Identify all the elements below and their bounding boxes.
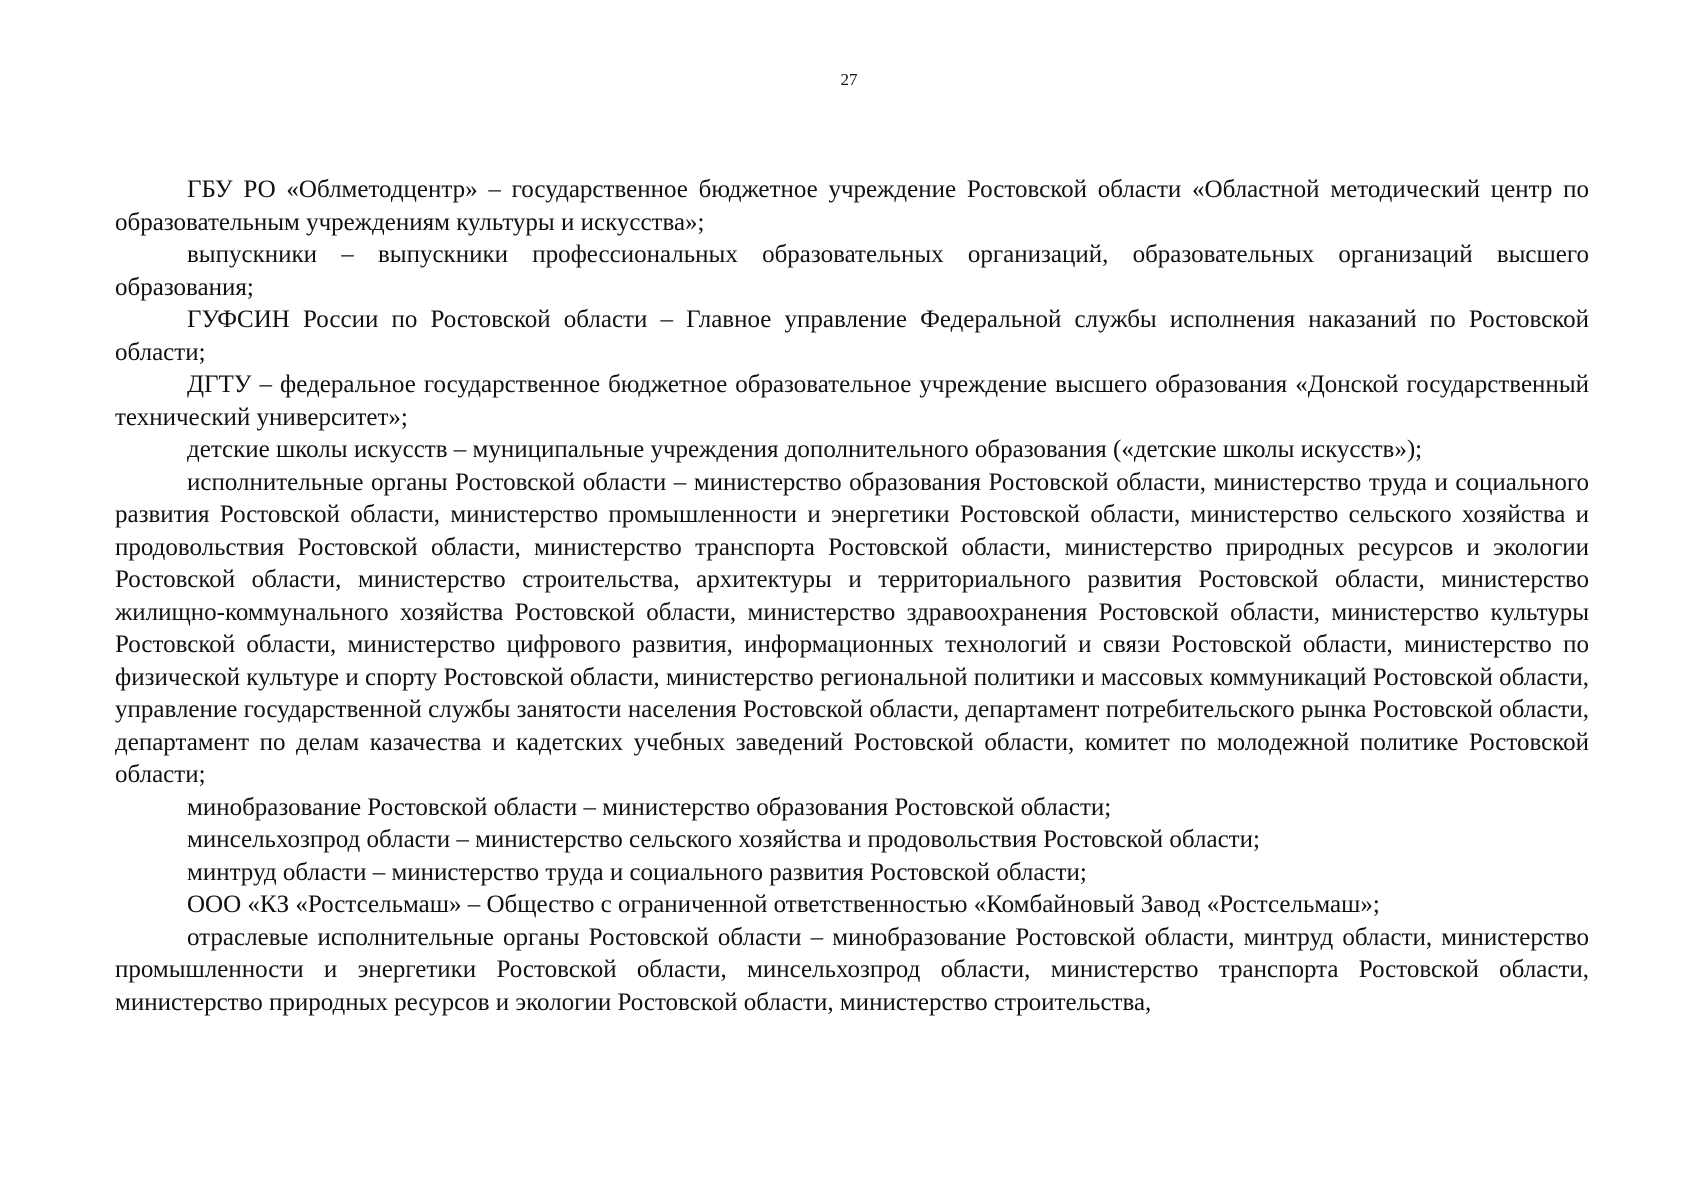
definition-paragraph: минтруд области – министерство труда и социального развития Ростовской области; [187,858,1087,886]
definition-paragraph: исполнительные органы Ростовской области – министерство образования Ростовской области, министерство труда и социального развития Ростовской области, министерство промышленности и энергетики Ростовской области, министерство сельского хозяйства и продовольствия Ростовской области, министерство транспорта Ростовской области, министерство природных ресурсов и экологии Ростовской области, министерство строительства, архитектуры и территориального развития Ростовской области, министерство жилищно-коммунального хозяйства Ростовской области, министерство здравоохранения Ростовской области, министерство культуры Ростовской области, министерство цифрового развития, информационных технологий и связи Ростовской области, министерство по физической культуре и спорту Ростовской области, министерство региональной политики и массовых коммуникаций Ростовской области, управление государственной службы занятости населения Ростовской области, департамент потребительского рынка Ростовской области, департамент по делам казачества и кадетских учебных заведений Ростовской области, комитет по молодежной политике Ростовской области; [115,468,1589,788]
definition-paragraph: выпускники – выпускники профессиональных образовательных организаций, образовательных организаций высшего образования; [115,241,1589,301]
definition-paragraph: ГБУ РО «Облметодцентр» – государственное бюджетное учреждение Ростовской области «Областной методический центр по образовательным учреждениям культуры и искусства»; [115,176,1589,236]
definition-paragraph: отраслевые исполнительные органы Ростовской области – минобразование Ростовской области, минтруд области, министерство промышленности и энергетики Ростовской области, минсельхозпрод области, министерство транспорта Ростовской области, министерство природных ресурсов и экологии Ростовской области, министерство строительства, [115,923,1589,1016]
definition-paragraph: детские школы искусств – муниципальные учреждения дополнительного образования («детские школы искусств»); [187,436,1423,463]
page-number: 27 [840,70,858,89]
definition-paragraph: ГУФСИН России по Ростовской области – Главное управление Федеральной службы исполнения наказаний по Ростовской области; [115,306,1589,366]
definition-paragraph: ООО «КЗ «Ростсельмаш» – Общество с ограниченной ответственностью «Комбайновый Завод «Ростсельмаш»; [187,891,1380,918]
definition-paragraph: ДГТУ – федеральное государственное бюджетное образовательное учреждение высшего образования «Донской государственный технический университет»; [115,371,1589,431]
document-body [115,174,1589,1019]
definition-paragraph: минобразование Ростовской области – министерство образования Ростовской области; [187,793,1112,821]
definition-paragraph: минсельхозпрод области – министерство сельского хозяйства и продовольствия Ростовской области; [187,826,1260,853]
